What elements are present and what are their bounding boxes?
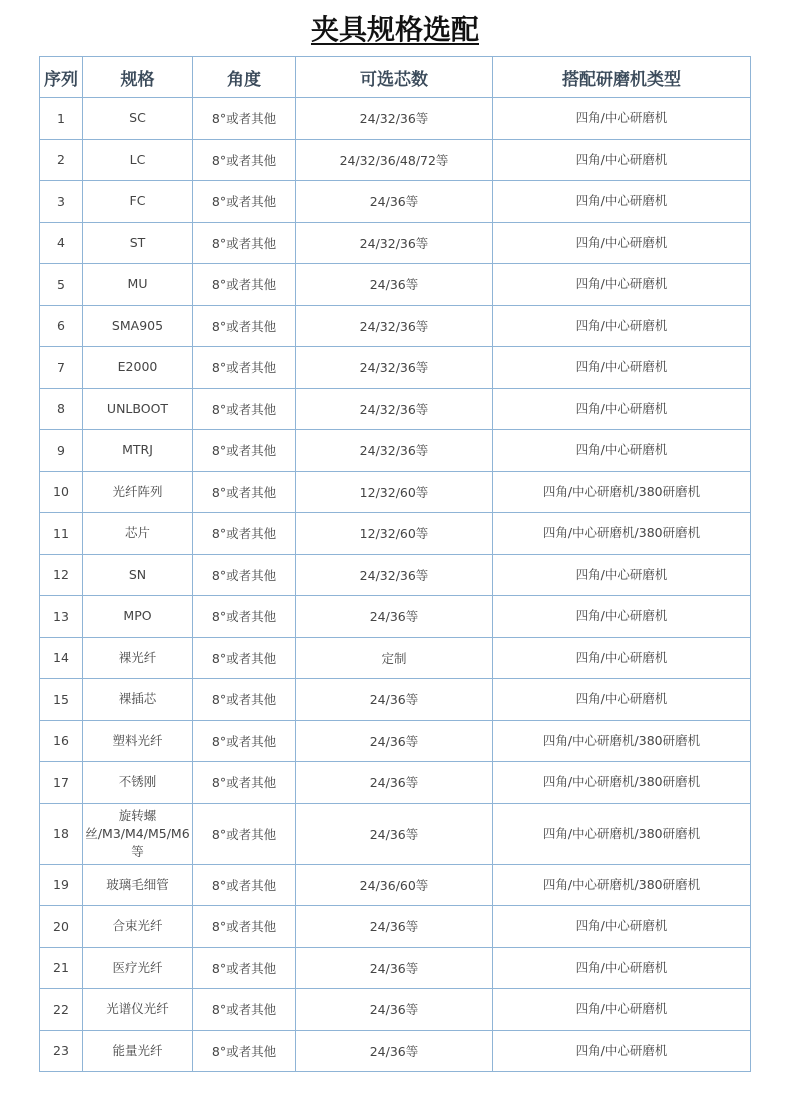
table-row [40,864,751,906]
cell-spec: LC [83,139,193,181]
cell-machine: 四角/中心研磨机 [493,139,751,181]
cell-angle: 8°或者其他 [193,139,296,181]
table-row [40,720,751,762]
cell-angle: 8°或者其他 [193,803,296,864]
cell-cores: 24/32/36等 [296,347,493,389]
cell-spec: 塑料光纤 [83,720,193,762]
cell-serial: 3 [40,181,83,223]
table-row [40,264,751,306]
cell-spec: UNLBOOT [83,388,193,430]
cell-serial: 1 [40,98,83,140]
cell-machine: 四角/中心研磨机 [493,98,751,140]
table-body [40,98,751,1072]
cell-spec: E2000 [83,347,193,389]
table-row [40,222,751,264]
cell-cores: 24/36等 [296,947,493,989]
cell-angle: 8°或者其他 [193,430,296,472]
cell-serial: 12 [40,554,83,596]
cell-serial: 14 [40,637,83,679]
fixture-spec-table [39,56,751,1072]
cell-angle: 8°或者其他 [193,906,296,948]
cell-machine: 四角/中心研磨机 [493,554,751,596]
cell-serial: 4 [40,222,83,264]
cell-cores: 24/36等 [296,989,493,1031]
cell-cores: 24/36等 [296,762,493,804]
cell-machine: 四角/中心研磨机 [493,430,751,472]
cell-machine: 四角/中心研磨机/380研磨机 [493,471,751,513]
cell-cores: 24/36等 [296,1030,493,1072]
table-row [40,1030,751,1072]
cell-cores: 24/32/36等 [296,98,493,140]
cell-spec: 旋转螺丝/M3/M4/M5/M6等 [83,803,193,864]
cell-spec: MTRJ [83,430,193,472]
cell-cores: 24/36等 [296,264,493,306]
cell-cores: 24/36等 [296,906,493,948]
cell-cores: 12/32/60等 [296,513,493,555]
cell-machine: 四角/中心研磨机 [493,305,751,347]
cell-serial: 23 [40,1030,83,1072]
cell-machine: 四角/中心研磨机 [493,347,751,389]
cell-cores: 24/36等 [296,679,493,721]
cell-serial: 2 [40,139,83,181]
cell-angle: 8°或者其他 [193,513,296,555]
cell-cores: 24/36等 [296,181,493,223]
cell-serial: 6 [40,305,83,347]
cell-angle: 8°或者其他 [193,679,296,721]
cell-angle: 8°或者其他 [193,762,296,804]
cell-angle: 8°或者其他 [193,181,296,223]
table-row [40,305,751,347]
cell-angle: 8°或者其他 [193,554,296,596]
table-row [40,637,751,679]
header-angle: 角度 [193,57,296,98]
cell-machine: 四角/中心研磨机 [493,222,751,264]
header-machine: 搭配研磨机类型 [493,57,751,98]
cell-angle: 8°或者其他 [193,347,296,389]
cell-cores: 24/36等 [296,803,493,864]
cell-serial: 17 [40,762,83,804]
cell-angle: 8°或者其他 [193,222,296,264]
page-title: 夹具规格选配 [310,13,479,46]
cell-angle: 8°或者其他 [193,637,296,679]
table-row [40,471,751,513]
cell-spec: 玻璃毛细管 [83,864,193,906]
table-row [40,679,751,721]
cell-spec: SN [83,554,193,596]
cell-spec: 裸插芯 [83,679,193,721]
cell-angle: 8°或者其他 [193,720,296,762]
cell-spec: FC [83,181,193,223]
table-row [40,596,751,638]
table-row [40,139,751,181]
header-cores: 可选芯数 [296,57,493,98]
cell-serial: 7 [40,347,83,389]
cell-spec: 能量光纤 [83,1030,193,1072]
table-row [40,947,751,989]
cell-serial: 9 [40,430,83,472]
cell-spec: 裸光纤 [83,637,193,679]
cell-serial: 21 [40,947,83,989]
cell-machine: 四角/中心研磨机 [493,989,751,1031]
cell-machine: 四角/中心研磨机 [493,947,751,989]
cell-cores: 24/32/36等 [296,430,493,472]
cell-angle: 8°或者其他 [193,1030,296,1072]
cell-spec: SC [83,98,193,140]
table-row [40,554,751,596]
cell-machine: 四角/中心研磨机 [493,264,751,306]
cell-cores: 12/32/60等 [296,471,493,513]
cell-spec: SMA905 [83,305,193,347]
cell-cores: 24/32/36/48/72等 [296,139,493,181]
cell-cores: 24/36/60等 [296,864,493,906]
cell-machine: 四角/中心研磨机 [493,388,751,430]
cell-machine: 四角/中心研磨机/380研磨机 [493,864,751,906]
cell-machine: 四角/中心研磨机 [493,1030,751,1072]
cell-serial: 8 [40,388,83,430]
cell-cores: 24/32/36等 [296,305,493,347]
table-row [40,803,751,864]
cell-machine: 四角/中心研磨机/380研磨机 [493,513,751,555]
cell-angle: 8°或者其他 [193,388,296,430]
cell-spec: MPO [83,596,193,638]
cell-spec: ST [83,222,193,264]
cell-cores: 24/32/36等 [296,554,493,596]
cell-machine: 四角/中心研磨机 [493,637,751,679]
cell-cores: 24/36等 [296,720,493,762]
cell-angle: 8°或者其他 [193,305,296,347]
table-row [40,906,751,948]
header-serial: 序列 [40,57,83,98]
cell-serial: 11 [40,513,83,555]
table-row [40,388,751,430]
cell-serial: 5 [40,264,83,306]
cell-spec: 合束光纤 [83,906,193,948]
table-row [40,347,751,389]
cell-machine: 四角/中心研磨机 [493,181,751,223]
cell-cores: 24/36等 [296,596,493,638]
cell-angle: 8°或者其他 [193,264,296,306]
table-row [40,513,751,555]
cell-machine: 四角/中心研磨机/380研磨机 [493,803,751,864]
cell-spec: 不锈刚 [83,762,193,804]
cell-cores: 24/32/36等 [296,388,493,430]
cell-spec: 光谱仪光纤 [83,989,193,1031]
table-header-row [40,57,751,98]
table-row [40,430,751,472]
cell-serial: 13 [40,596,83,638]
cell-angle: 8°或者其他 [193,947,296,989]
header-spec: 规格 [83,57,193,98]
cell-spec: MU [83,264,193,306]
cell-spec: 医疗光纤 [83,947,193,989]
cell-serial: 19 [40,864,83,906]
cell-cores: 定制 [296,637,493,679]
table-row [40,181,751,223]
cell-serial: 15 [40,679,83,721]
cell-spec: 光纤阵列 [83,471,193,513]
table-row [40,989,751,1031]
cell-serial: 18 [40,803,83,864]
table-row [40,98,751,140]
cell-machine: 四角/中心研磨机/380研磨机 [493,720,751,762]
cell-angle: 8°或者其他 [193,471,296,513]
cell-machine: 四角/中心研磨机/380研磨机 [493,762,751,804]
cell-machine: 四角/中心研磨机 [493,679,751,721]
cell-machine: 四角/中心研磨机 [493,596,751,638]
cell-serial: 20 [40,906,83,948]
cell-serial: 10 [40,471,83,513]
cell-serial: 16 [40,720,83,762]
cell-cores: 24/32/36等 [296,222,493,264]
table-row [40,762,751,804]
cell-angle: 8°或者其他 [193,596,296,638]
cell-angle: 8°或者其他 [193,864,296,906]
cell-spec: 芯片 [83,513,193,555]
cell-angle: 8°或者其他 [193,989,296,1031]
cell-angle: 8°或者其他 [193,98,296,140]
cell-serial: 22 [40,989,83,1031]
cell-machine: 四角/中心研磨机 [493,906,751,948]
